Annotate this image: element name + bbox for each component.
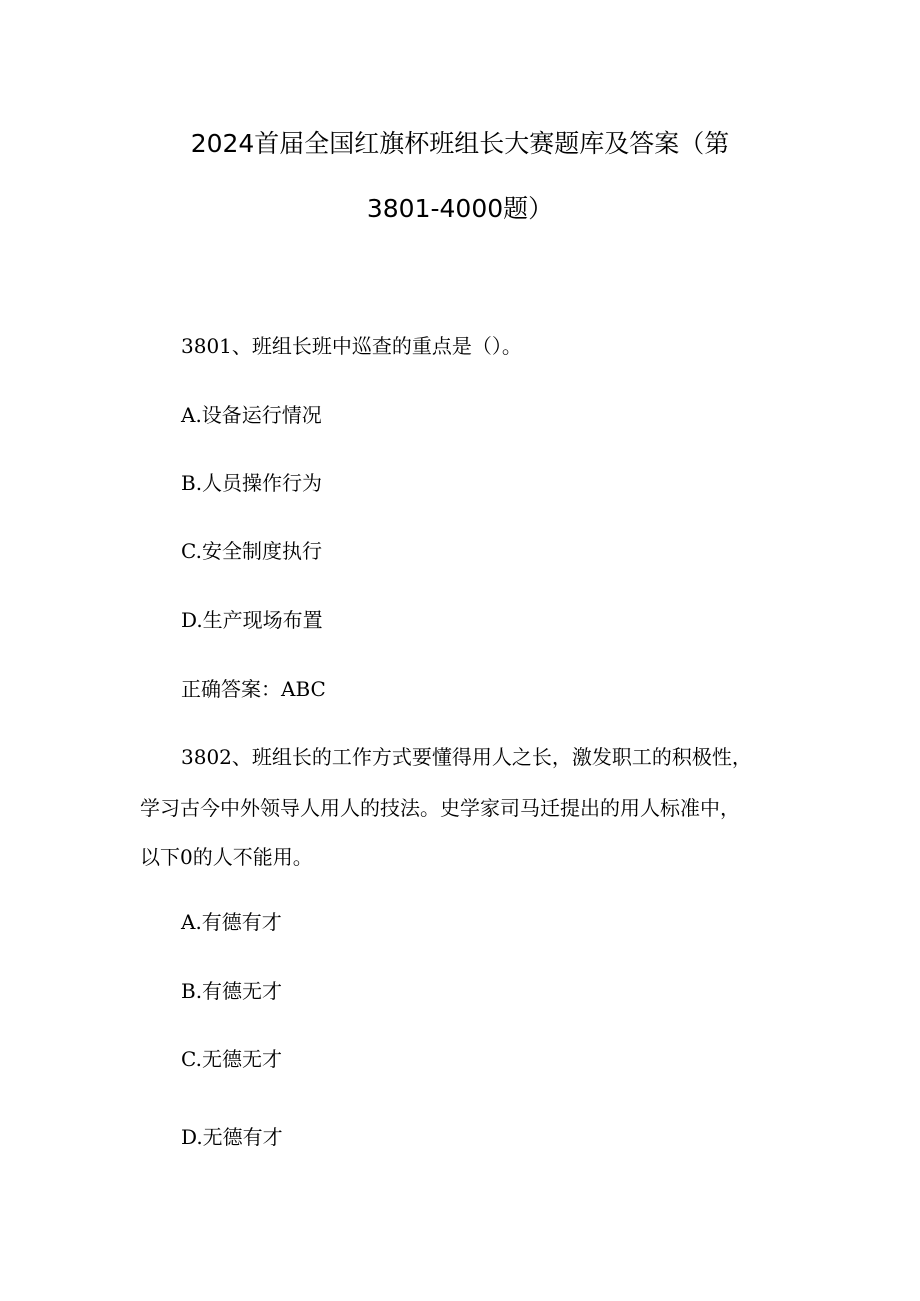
option-a: A.有德有才	[181, 910, 282, 934]
option-b: B.有德无才	[181, 979, 283, 1003]
question-stem: 3801、班组长班中巡查的重点是（）。	[181, 334, 522, 358]
option-a: A.设备运行情况	[181, 403, 322, 427]
option-d: D.无德有才	[181, 1125, 283, 1149]
correct-answer: 正确答案：ABC	[181, 677, 326, 701]
option-d: D.生产现场布置	[181, 608, 323, 632]
document-title-line-1: 2024首届全国红旗杯班组长大赛题库及答案（第	[190, 129, 730, 158]
question-stem-line-3: 以下0的人不能用。	[140, 845, 313, 869]
option-c: C.安全制度执行	[181, 539, 322, 563]
question-stem-line-1: 3802、班组长的工作方式要懂得用人之长，激发职工的积极性，	[181, 745, 752, 769]
question-stem-line-2: 学习古今中外领导人用人的技法。史学家司马迁提出的用人标准中，	[140, 796, 740, 820]
option-c: C.无德无才	[181, 1047, 282, 1071]
document-title-line-2: 3801-4000题）	[366, 194, 554, 223]
option-b: B.人员操作行为	[181, 471, 323, 495]
